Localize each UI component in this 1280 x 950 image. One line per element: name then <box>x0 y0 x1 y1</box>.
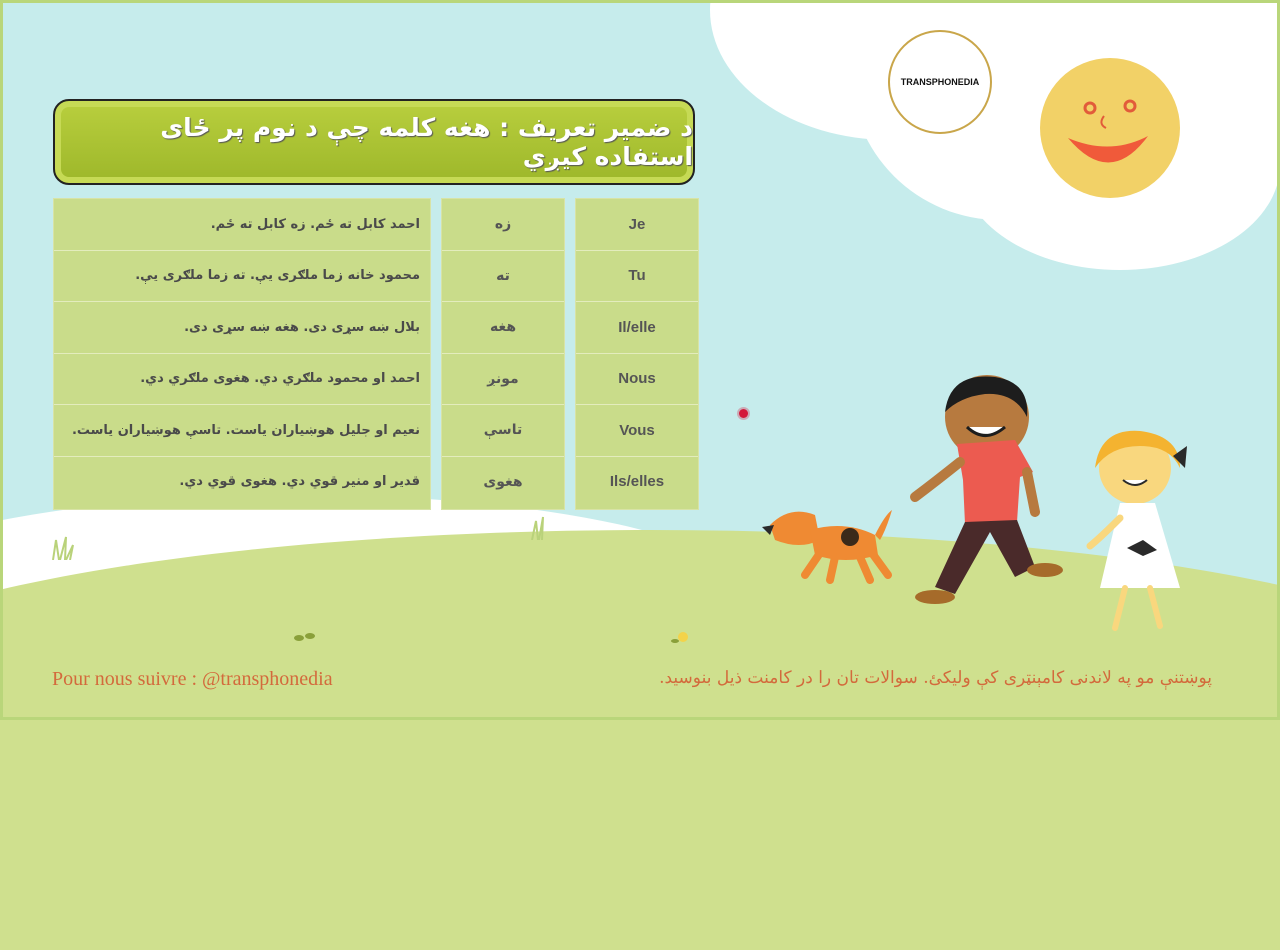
example-cell: احمد کابل ته ځم. زه کابل ته ځم. <box>54 199 430 251</box>
grass-icon <box>48 535 78 560</box>
example-cell: قدیر او منیر قوي دي. هغوی قوي دي. <box>179 474 420 490</box>
sun-icon <box>1030 58 1190 198</box>
girl-illustration <box>1085 428 1205 638</box>
examples-column <box>53 198 431 510</box>
pashto-pronoun-cell: مونږ <box>442 354 564 406</box>
grass-icon <box>527 515 552 540</box>
pashto-pronoun-cell: هغه <box>442 302 564 354</box>
french-pronoun-cell: Tu <box>576 251 698 303</box>
flower-icon <box>293 628 317 648</box>
title-banner <box>53 99 695 185</box>
french-pronoun-cell: Je <box>576 199 698 251</box>
comment-prompt-text: پوښتنې مو په لاندنی کامېنټری کې ولیکئ. سوالات تان را در کامنت ذیل بنوسید. <box>659 668 1212 688</box>
french-pronoun-cell: Vous <box>576 405 698 457</box>
dog-icon <box>760 495 910 585</box>
pashto-pronoun-column <box>441 198 565 510</box>
transphonedia-logo <box>888 30 992 134</box>
logo-text: TRANSPHONEDIA <box>900 77 980 87</box>
flower-icon <box>671 627 695 647</box>
pashto-pronoun-cell: زه <box>442 199 564 251</box>
french-pronoun-cell: Nous <box>576 354 698 406</box>
french-pronoun-cell: Ils/elles <box>609 473 665 491</box>
boy-illustration <box>905 372 1075 612</box>
example-cell: محمود خانه زما ملګری یې. ته زما ملګری یې. <box>54 251 430 303</box>
slide-title: د ضمیر تعریف : هغه کلمه چې د نوم پر ځای استفاده کیږي <box>160 113 693 171</box>
laser-pointer <box>739 409 748 418</box>
follow-us-text: Pour nous suivre : @transphonedia <box>52 668 333 690</box>
example-cell: بلال ښه سړی دی. هغه ښه سړی دی. <box>54 302 430 354</box>
pashto-pronoun-cell: هغوی <box>483 473 523 490</box>
pashto-pronoun-cell: ته <box>442 251 564 303</box>
french-pronoun-column <box>575 198 699 510</box>
french-pronoun-cell: Il/elle <box>576 302 698 354</box>
example-cell: احمد او محمود ملګري دي. هغوی ملګري دي. <box>54 354 430 406</box>
pashto-pronoun-cell: تاسې <box>442 405 564 457</box>
example-cell: نعیم او جلیل هوښیاران یاست. تاسې هوښیاران یاست. <box>54 405 430 457</box>
